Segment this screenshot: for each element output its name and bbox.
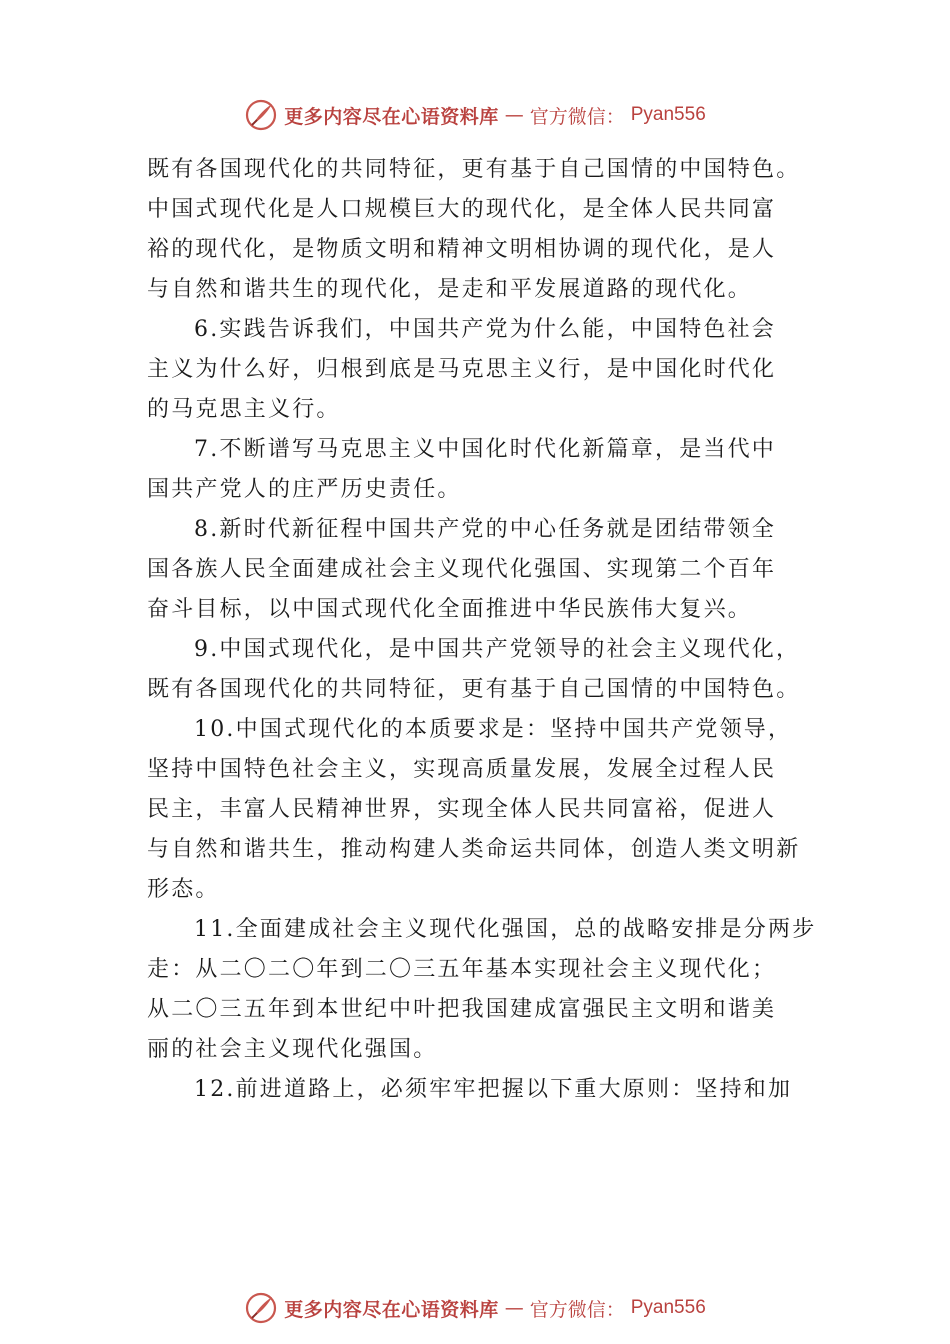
text-line: 10.中国式现代化的本质要求是：坚持中国共产党领导， bbox=[194, 717, 793, 742]
footer-watermark bbox=[0, 1288, 950, 1328]
text-line: 的马克思主义行。 bbox=[147, 397, 341, 422]
text-line: 裕的现代化，是物质文明和精神文明相协调的现代化，是人 bbox=[147, 237, 777, 262]
paragraph bbox=[147, 430, 831, 510]
watermark-separator: — bbox=[504, 1297, 524, 1319]
paragraph bbox=[147, 310, 831, 430]
paragraph bbox=[147, 1070, 831, 1110]
quill-pen-logo-icon bbox=[244, 1291, 278, 1325]
text-line: 形态。 bbox=[147, 877, 220, 902]
text-line: 从二〇三五年到本世纪中叶把我国建成富强民主文明和谐美 bbox=[147, 997, 777, 1022]
text-line: 走：从二〇二〇年到二〇三五年基本实现社会主义现代化； bbox=[147, 957, 777, 982]
watermark-wechat-id: Pyan556 bbox=[630, 104, 706, 125]
document-body bbox=[147, 150, 831, 1110]
text-line: 奋斗目标，以中国式现代化全面推进中华民族伟大复兴。 bbox=[147, 597, 753, 622]
paragraph bbox=[147, 710, 831, 910]
watermark-wechat-label: 官方微信： bbox=[529, 105, 625, 128]
watermark-separator: — bbox=[504, 104, 524, 126]
paragraph bbox=[147, 150, 831, 310]
text-line: 9.中国式现代化，是中国共产党领导的社会主义现代化， bbox=[194, 637, 801, 662]
header-watermark bbox=[0, 95, 950, 135]
text-line: 既有各国现代化的共同特征，更有基于自己国情的中国特色。 bbox=[147, 677, 801, 702]
text-line: 民主，丰富人民精神世界，实现全体人民共同富裕，促进人 bbox=[147, 797, 777, 822]
text-line: 6.实践告诉我们，中国共产党为什么能，中国特色社会 bbox=[194, 317, 776, 342]
paragraph bbox=[147, 630, 831, 710]
watermark-text: 更多内容尽在心语资料库 bbox=[284, 1298, 499, 1321]
text-line: 7.不断谱写马克思主义中国化时代化新篇章，是当代中 bbox=[194, 437, 776, 462]
text-line: 与自然和谐共生，推动构建人类命运共同体，创造人类文明新 bbox=[147, 837, 801, 862]
text-line: 国共产党人的庄严历史责任。 bbox=[147, 477, 462, 502]
text-line: 主义为什么好，归根到底是马克思主义行，是中国化时代化 bbox=[147, 357, 777, 382]
text-line: 坚持中国特色社会主义，实现高质量发展，发展全过程人民 bbox=[147, 757, 777, 782]
text-line: 12.前进道路上，必须牢牢把握以下重大原则：坚持和加 bbox=[194, 1077, 793, 1102]
text-line: 国各族人民全面建成社会主义现代化强国、实现第二个百年 bbox=[147, 557, 777, 582]
text-line: 丽的社会主义现代化强国。 bbox=[147, 1037, 438, 1062]
paragraph bbox=[147, 510, 831, 630]
paragraph bbox=[147, 910, 831, 1070]
watermark-wechat-id: Pyan556 bbox=[630, 1297, 706, 1318]
text-line: 既有各国现代化的共同特征，更有基于自己国情的中国特色。 bbox=[147, 157, 801, 182]
text-line: 中国式现代化是人口规模巨大的现代化，是全体人民共同富 bbox=[147, 197, 777, 222]
watermark-text: 更多内容尽在心语资料库 bbox=[284, 105, 499, 128]
text-line: 8.新时代新征程中国共产党的中心任务就是团结带领全 bbox=[194, 517, 776, 542]
quill-pen-logo-icon bbox=[244, 98, 278, 132]
text-line: 与自然和谐共生的现代化，是走和平发展道路的现代化。 bbox=[147, 277, 753, 302]
text-line: 11.全面建成社会主义现代化强国，总的战略安排是分两步 bbox=[194, 917, 817, 942]
watermark-wechat-label: 官方微信： bbox=[529, 1298, 625, 1321]
